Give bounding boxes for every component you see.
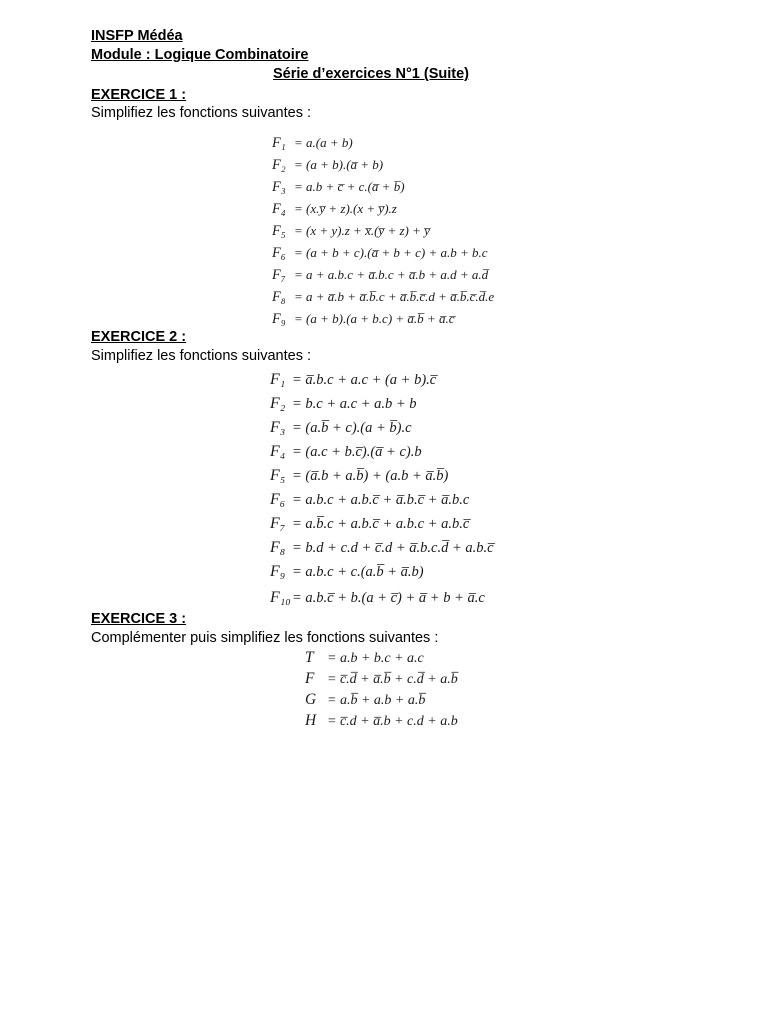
exercise-3-equation bbox=[305, 710, 458, 732]
exercise-2-equation bbox=[270, 416, 412, 440]
equation-name: T bbox=[305, 649, 314, 666]
exercise-1-title: EXERCICE 1 : bbox=[91, 87, 187, 103]
equation-expression: = a̅.b.c + a.c + (a + b).c̅ bbox=[292, 372, 437, 388]
equation-expression: = a.b + c̅ + c.(a̅ + b̅) bbox=[294, 179, 405, 194]
exercise-2-equation bbox=[270, 488, 469, 512]
equation-name: F₄ bbox=[270, 443, 286, 460]
equation-expression: = c̅.d + a̅.b + c.d + a.b bbox=[327, 714, 458, 729]
equation-expression: = (a + b + c).(a̅ + b + c) + a.b + b.c bbox=[294, 245, 488, 260]
exercise-3-equation bbox=[305, 668, 458, 690]
equation-name: H bbox=[305, 712, 317, 729]
equation-expression: = a.b̅.c + a.b.c̅ + a.b.c + a.b.c̅ bbox=[292, 516, 470, 532]
equation-expression: = c̅.d̅ + a̅.b̅ + c.d̅ + a.b̅ bbox=[327, 672, 458, 687]
equation-name: F bbox=[305, 670, 315, 687]
equation-name: F₇ bbox=[272, 267, 286, 283]
exercise-2-equation bbox=[270, 512, 469, 536]
exercise-2-equation bbox=[270, 368, 436, 392]
equation-name: F₉ bbox=[270, 563, 286, 580]
exercise-2-equation bbox=[270, 560, 424, 584]
equation-name: F₇ bbox=[270, 515, 286, 532]
equation-name: F₆ bbox=[272, 245, 286, 261]
exercise-1-equation bbox=[272, 198, 397, 220]
exercise-3-title: EXERCICE 3 : bbox=[91, 611, 187, 627]
exercise-1-instruction: Simplifiez les fonctions suivantes : bbox=[91, 105, 312, 121]
exercise-1-equation bbox=[272, 176, 405, 198]
equation-expression: = a.b.c + c.(a.b̅ + a̅.b) bbox=[292, 564, 424, 580]
exercise-2-instruction: Simplifiez les fonctions suivantes : bbox=[91, 348, 312, 364]
exercise-3-equation bbox=[305, 689, 425, 711]
equation-expression: = a.b + b.c + a.c bbox=[327, 651, 424, 666]
equation-name: F₄ bbox=[272, 201, 286, 217]
exercise-1-equation bbox=[272, 286, 494, 308]
equation-name: F₈ bbox=[270, 539, 286, 556]
exercise-2-equation bbox=[270, 392, 417, 416]
equation-expression: = (a̅.b + a.b̅) + (a.b + a̅.b̅) bbox=[292, 468, 449, 484]
exercise-1-equation bbox=[272, 132, 353, 154]
equation-expression: = b.c + a.c + a.b + b bbox=[292, 396, 417, 412]
equation-name: F₆ bbox=[270, 491, 286, 508]
series-title: Série d’exercices N°1 (Suite) bbox=[272, 66, 469, 82]
exercise-1-equation bbox=[272, 242, 488, 264]
equation-name: F₁ bbox=[272, 135, 286, 151]
equation-name: F₂ bbox=[272, 157, 286, 173]
exercise-1-equation bbox=[272, 264, 488, 286]
equation-name: F₅ bbox=[272, 223, 286, 239]
exercise-3-equation bbox=[305, 647, 424, 669]
equation-expression: = a.b.c̅ + b.(a + c̅) + a̅ + b + a̅.c bbox=[292, 590, 485, 606]
equation-expression: = (a + b).(a̅ + b) bbox=[294, 157, 384, 172]
equation-expression: = a.b̅ + a.b + a.b̅ bbox=[327, 693, 426, 708]
equation-expression: = a + a.b.c + a̅.b.c + a̅.b + a.d + a.d̅ bbox=[294, 267, 489, 282]
equation-expression: = b.d + c.d + c̅.d + a̅.b.c.d̅ + a.b.c̅ bbox=[292, 540, 494, 556]
equation-name: F₁₀ bbox=[270, 589, 291, 606]
equation-expression: = (a.c + b.c̅).(a̅ + c).b bbox=[292, 444, 422, 460]
exercise-2-title: EXERCICE 2 : bbox=[91, 329, 187, 345]
exercise-3-instruction: Complémenter puis simplifiez les fonctions suivantes : bbox=[91, 630, 439, 646]
equation-name: F₂ bbox=[270, 395, 286, 412]
exercise-1-equation bbox=[272, 154, 383, 176]
equation-expression: = a.(a + b) bbox=[294, 135, 353, 150]
equation-expression: = (a + b).(a + b.c) + a̅.b̅ + a̅.c̅ bbox=[294, 311, 455, 326]
exercise-1-equation bbox=[272, 308, 454, 330]
exercise-2-equation bbox=[270, 464, 448, 488]
equation-expression: = (x.y̅ + z).(x + y̅).z bbox=[294, 201, 397, 216]
equation-expression: = (x + y).z + x̅.(y̅ + z) + y̅ bbox=[294, 223, 430, 238]
equation-name: F₃ bbox=[272, 179, 286, 195]
equation-name: F₉ bbox=[272, 311, 286, 327]
equation-expression: = a + a̅.b + a̅.b̅.c + a̅.b̅.c̅.d + a̅.b̅.c̅.d̅.e bbox=[294, 289, 495, 304]
equation-name: F₅ bbox=[270, 467, 286, 484]
exercise-1-equation bbox=[272, 220, 430, 242]
exercise-2-equation bbox=[270, 536, 494, 560]
equation-name: G bbox=[305, 691, 317, 708]
equation-expression: = (a.b̅ + c).(a + b̅).c bbox=[292, 420, 412, 436]
exercise-2-equation bbox=[270, 586, 485, 610]
equation-expression: = a.b.c + a.b.c̅ + a̅.b.c̅ + a̅.b.c bbox=[292, 492, 470, 508]
equation-name: F₁ bbox=[270, 371, 286, 388]
institution-heading: INSFP Médéa bbox=[91, 28, 183, 44]
equation-name: F₃ bbox=[270, 419, 286, 436]
module-heading: Module : Logique Combinatoire bbox=[91, 47, 309, 63]
equation-name: F₈ bbox=[272, 289, 286, 305]
exercise-2-equation bbox=[270, 440, 422, 464]
